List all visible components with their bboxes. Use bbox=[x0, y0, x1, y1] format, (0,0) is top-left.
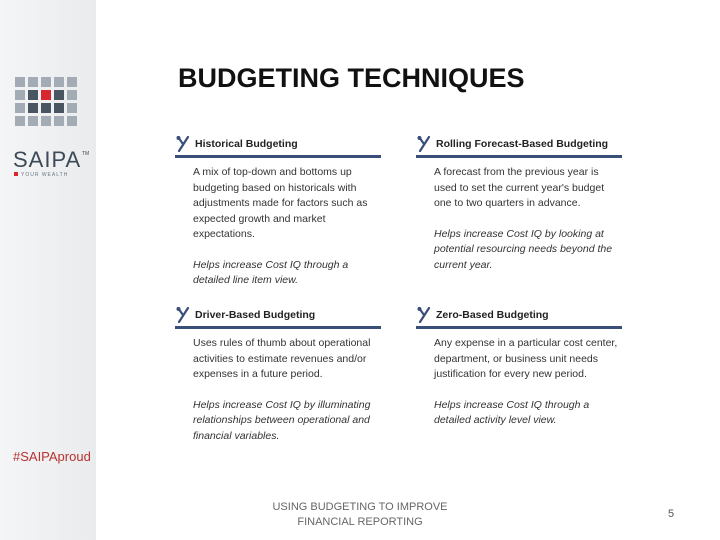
logo-square bbox=[67, 116, 77, 126]
card-body: A forecast from the previous year is used to set the current year's budget one to two quarters in advance. bbox=[434, 166, 605, 209]
tools-icon bbox=[175, 135, 191, 153]
card-title: Driver-Based Budgeting bbox=[195, 309, 316, 321]
tools-icon bbox=[416, 306, 432, 324]
logo-square bbox=[15, 77, 25, 87]
page-number: 5 bbox=[668, 508, 675, 520]
sidebar bbox=[0, 0, 96, 540]
brand-tagline bbox=[14, 172, 68, 178]
brand-tagline-text: YOUR WEALTH bbox=[21, 172, 69, 178]
card-body: A mix of top-down and bottoms up budgeting based on historicals with adjustments made for factors such as expected growth and market expectations. bbox=[193, 166, 368, 240]
logo-square bbox=[54, 116, 64, 126]
logo-square bbox=[28, 103, 38, 113]
card-driver-based-budgeting bbox=[175, 304, 381, 444]
logo-square bbox=[41, 103, 51, 113]
brand-tm: TM bbox=[82, 151, 90, 157]
tools-icon bbox=[416, 135, 432, 153]
tools-icon bbox=[175, 306, 191, 324]
card-rolling-forecast-budgeting bbox=[416, 133, 622, 273]
logo-square bbox=[28, 116, 38, 126]
card-body: Uses rules of thumb about operational activities to estimate revenues and/or expenses in a future period. bbox=[193, 337, 371, 380]
card-zero-based-budgeting bbox=[416, 304, 622, 429]
card-title: Historical Budgeting bbox=[195, 138, 298, 150]
logo-square bbox=[28, 90, 38, 100]
slide-title: BUDGETING TECHNIQUES bbox=[178, 63, 525, 93]
logo-square bbox=[54, 103, 64, 113]
logo-square bbox=[15, 90, 25, 100]
logo-square bbox=[41, 77, 51, 87]
logo-square-red bbox=[41, 90, 51, 100]
logo-square bbox=[15, 116, 25, 126]
slide-footer: USING BUDGETING TO IMPROVE FINANCIAL REPORTING bbox=[272, 501, 448, 528]
card-body: Any expense in a particular cost center, department, or business unit needs justification for every new period. bbox=[434, 337, 618, 380]
card-header bbox=[175, 133, 381, 158]
brand-name: SAIPA bbox=[13, 147, 82, 172]
logo-square bbox=[15, 103, 25, 113]
logo-square bbox=[54, 77, 64, 87]
card-header bbox=[416, 304, 622, 329]
card-title: Rolling Forecast-Based Budgeting bbox=[436, 138, 609, 150]
logo-square bbox=[67, 90, 77, 100]
logo-square bbox=[28, 77, 38, 87]
card-header bbox=[416, 133, 622, 158]
tagline-dot bbox=[14, 172, 18, 176]
card-note: Helps increase Cost IQ by looking at potential resourcing needs beyond the current year. bbox=[434, 227, 613, 271]
logo-square bbox=[67, 103, 77, 113]
card-header bbox=[175, 304, 381, 329]
brand-hashtag: #SAIPAproud bbox=[13, 449, 91, 464]
logo-square bbox=[54, 90, 64, 100]
card-historical-budgeting bbox=[175, 133, 381, 289]
logo-square bbox=[67, 77, 77, 87]
logo-square bbox=[41, 116, 51, 126]
card-note: Helps increase Cost IQ through a detailed line item view. bbox=[193, 258, 349, 286]
card-note: Helps increase Cost IQ by illuminating relationships between operational and financial variables. bbox=[193, 398, 371, 442]
card-note: Helps increase Cost IQ through a detailed activity level view. bbox=[434, 398, 590, 426]
card-title: Zero-Based Budgeting bbox=[436, 309, 549, 321]
